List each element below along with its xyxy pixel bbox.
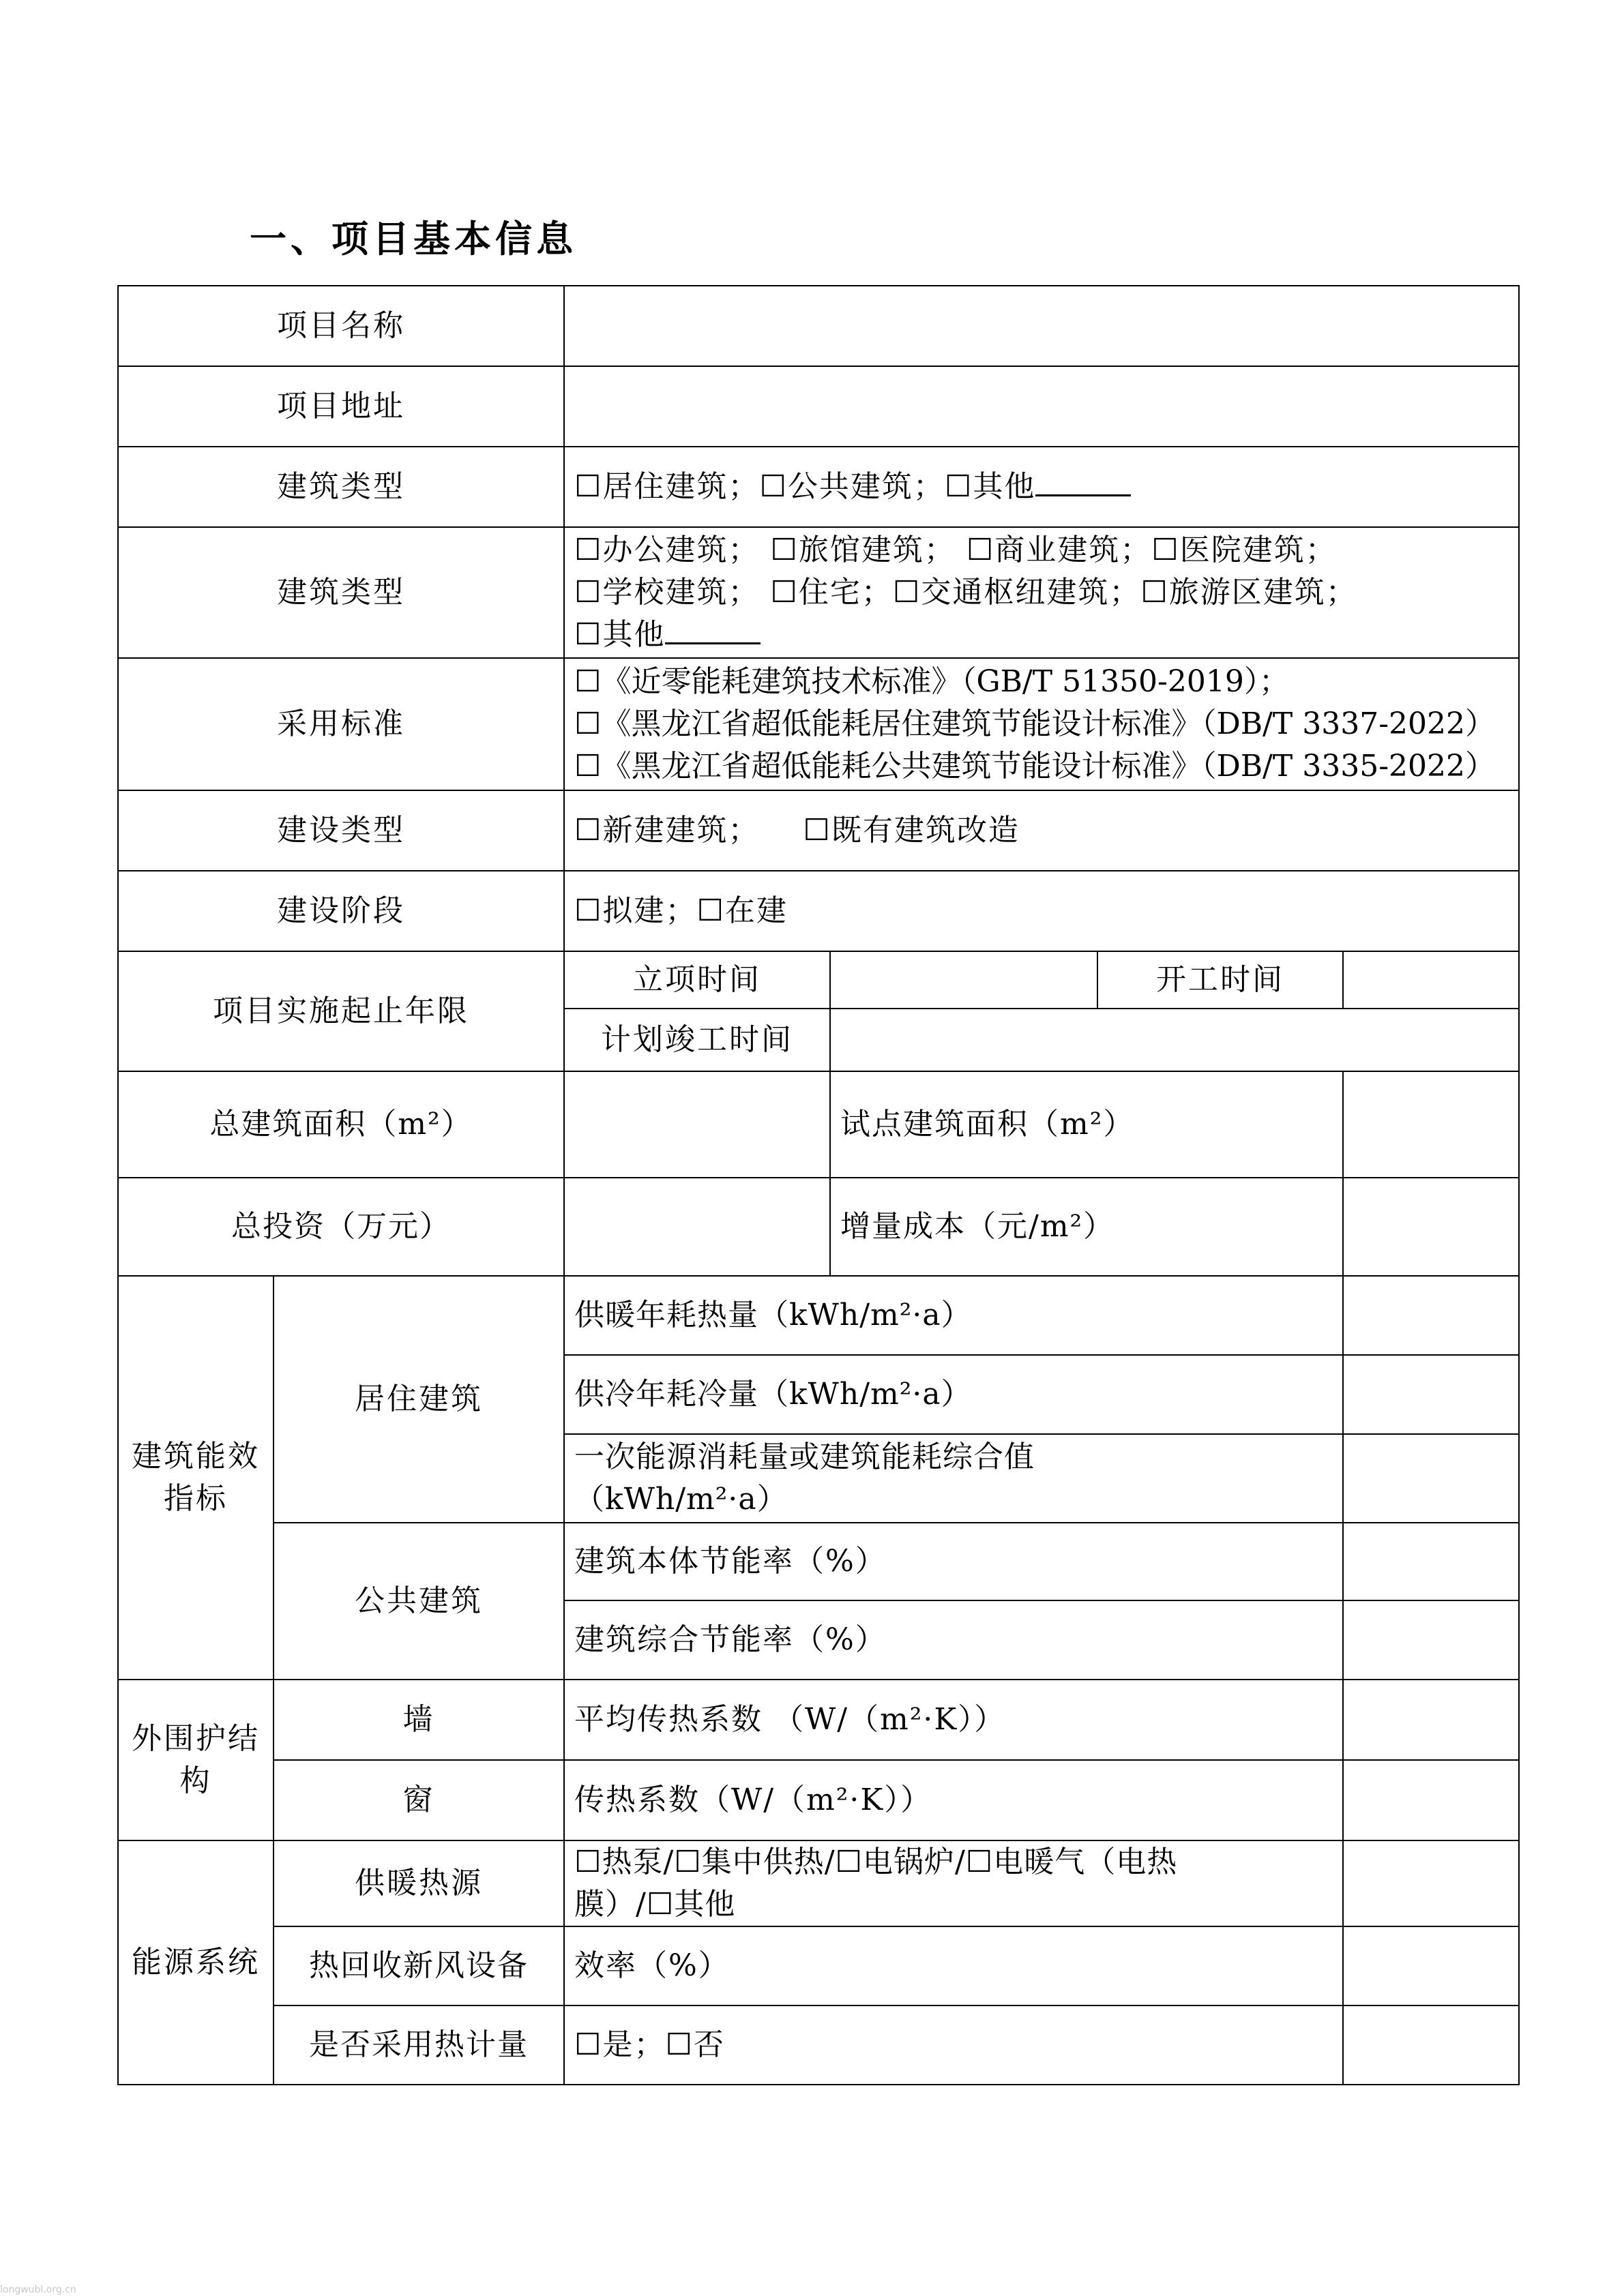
efficiency-label-line-1: 建筑能效 [132,1439,260,1474]
row-wall [118,1680,1519,1760]
total-area-label: 总建筑面积（m²） [118,1071,564,1178]
construction-stage-options[interactable]: ☐拟建；☐在建 [564,871,1519,951]
standard-options [564,658,1519,790]
standard-option-1[interactable]: ☐《近零能耗建筑技术标准》（GB/T 51350-2019）； [574,664,1289,699]
project-name-field[interactable] [564,286,1519,366]
construction-type-options [564,790,1519,871]
row-project-address [118,366,1519,447]
row-building-category [118,447,1519,527]
row-investment [118,1178,1519,1276]
other-blank-field[interactable] [1035,467,1131,496]
row-period-1 [118,951,1519,1009]
option-renovation[interactable]: ☐既有建筑改造 [803,813,1020,848]
option-public[interactable]: ☐公共建筑； [759,469,945,504]
row-ventilation [118,1926,1519,2006]
project-info-table [117,285,1520,2085]
ventilation-label: 热回收新风设备 [274,1926,564,2006]
primary-energy-line-1: 一次能源消耗量或建筑能耗综合值 [574,1440,1035,1474]
row-window [118,1760,1519,1840]
wall-coefficient-label: 平均传热系数 （W/（m²·K）） [564,1680,1343,1760]
building-type-line-2[interactable]: ☐学校建筑； ☐住宅；☐交通枢纽建筑；☐旅游区建筑； [574,575,1357,610]
ventilation-efficiency-field[interactable] [1343,1926,1519,2006]
approval-time-text: 立项时间 [633,962,761,997]
row-project-name [118,286,1519,366]
metering-label: 是否采用热计量 [274,2006,564,2085]
other-type-blank-field[interactable] [665,615,761,644]
row-building-type [118,527,1519,658]
row-standard [118,658,1519,790]
start-time-field[interactable] [1343,951,1519,1009]
body-saving-rate-field[interactable] [1343,1523,1519,1600]
standard-option-3[interactable]: ☐《黑龙江省超低能耗公共建筑节能设计标准》（DB/T 3335-2022） [574,749,1496,784]
efficiency-label [118,1276,274,1680]
total-area-field[interactable] [564,1071,830,1178]
period-label: 项目实施起止年限 [118,951,564,1071]
body-saving-rate-label: 建筑本体节能率（%） [564,1523,1343,1600]
metering-options[interactable]: ☐是；☐否 [564,2006,1343,2085]
heating-consumption-label: 供暖年耗热量（kWh/m²·a） [564,1276,1343,1355]
option-other[interactable]: ☐其他 [944,469,1036,504]
incremental-cost-label: 增量成本（元/m²） [830,1178,1343,1276]
building-type-options [564,527,1519,658]
row-body-saving-rate [118,1523,1519,1600]
option-new-building[interactable]: ☐新建建筑； [574,813,760,848]
completion-time-field[interactable] [830,1009,1519,1071]
wall-label: 墙 [274,1680,564,1760]
envelope-label-line-2: 构 [179,1763,212,1798]
residential-label: 居住建筑 [274,1276,564,1523]
wall-coefficient-field[interactable] [1343,1680,1519,1760]
metering-field[interactable] [1343,2006,1519,2085]
completion-time-label: 计划竣工时间 [564,1009,830,1071]
section-title: 一、项目基本信息 [250,218,577,260]
building-type-label: 建筑类型 [118,527,564,658]
standard-option-2[interactable]: ☐《黑龙江省超低能耗居住建筑节能设计标准》（DB/T 3337-2022） [574,706,1496,741]
primary-energy-label [564,1434,1343,1523]
row-heating-consumption [118,1276,1519,1355]
building-category-label: 建筑类型 [118,447,564,527]
cooling-consumption-field[interactable] [1343,1355,1519,1434]
energy-system-label: 能源系统 [118,1840,274,2085]
building-category-options [564,447,1519,527]
incremental-cost-field[interactable] [1343,1178,1519,1276]
watermark-text: longwubl.org.cn [0,2284,76,2295]
heat-source-line-1[interactable]: ☐热泵/☐集中供热/☐电锅炉/☐电暖气（电热 [574,1845,1178,1879]
primary-energy-field[interactable] [1343,1434,1519,1523]
approval-time-label [564,951,830,1009]
option-residential[interactable]: ☐居住建筑； [574,469,760,504]
start-time-label: 开工时间 [1097,951,1343,1009]
public-building-label: 公共建筑 [274,1523,564,1680]
row-metering [118,2006,1519,2085]
window-coefficient-label: 传热系数（W/（m²·K）） [564,1760,1343,1840]
window-coefficient-field[interactable] [1343,1760,1519,1840]
envelope-label-line-1: 外围护结 [132,1721,260,1756]
project-name-label: 项目名称 [118,286,564,366]
project-address-label: 项目地址 [118,366,564,447]
primary-energy-line-2: （kWh/m²·a） [574,1482,788,1517]
row-construction-stage [118,871,1519,951]
investment-field[interactable] [564,1178,830,1276]
window-label: 窗 [274,1760,564,1840]
construction-type-label: 建设类型 [118,790,564,871]
heat-source-field[interactable] [1343,1840,1519,1926]
cooling-consumption-label: 供冷年耗冷量（kWh/m²·a） [564,1355,1343,1434]
envelope-label [118,1680,274,1840]
overall-saving-rate-field[interactable] [1343,1600,1519,1680]
heat-source-options [564,1840,1343,1926]
investment-label: 总投资（万元） [118,1178,564,1276]
heat-source-label: 供暖热源 [274,1840,564,1926]
pilot-area-field[interactable] [1343,1071,1519,1178]
construction-stage-label: 建设阶段 [118,871,564,951]
standard-label: 采用标准 [118,658,564,790]
row-area [118,1071,1519,1178]
heating-consumption-field[interactable] [1343,1276,1519,1355]
efficiency-label-line-2: 指标 [164,1481,228,1516]
ventilation-efficiency-label: 效率（%） [564,1926,1343,2006]
approval-time-field[interactable] [830,951,1097,1009]
heat-source-line-2[interactable]: 膜）/☐其他 [574,1887,736,1922]
project-address-field[interactable] [564,366,1519,447]
row-construction-type [118,790,1519,871]
overall-saving-rate-label: 建筑综合节能率（%） [564,1600,1343,1680]
row-heat-source [118,1840,1519,1926]
building-type-line-3[interactable]: ☐其他 [574,617,666,652]
pilot-area-label: 试点建筑面积（m²） [830,1071,1343,1178]
building-type-line-1[interactable]: ☐办公建筑； ☐旅馆建筑； ☐商业建筑；☐医院建筑； [574,533,1337,567]
